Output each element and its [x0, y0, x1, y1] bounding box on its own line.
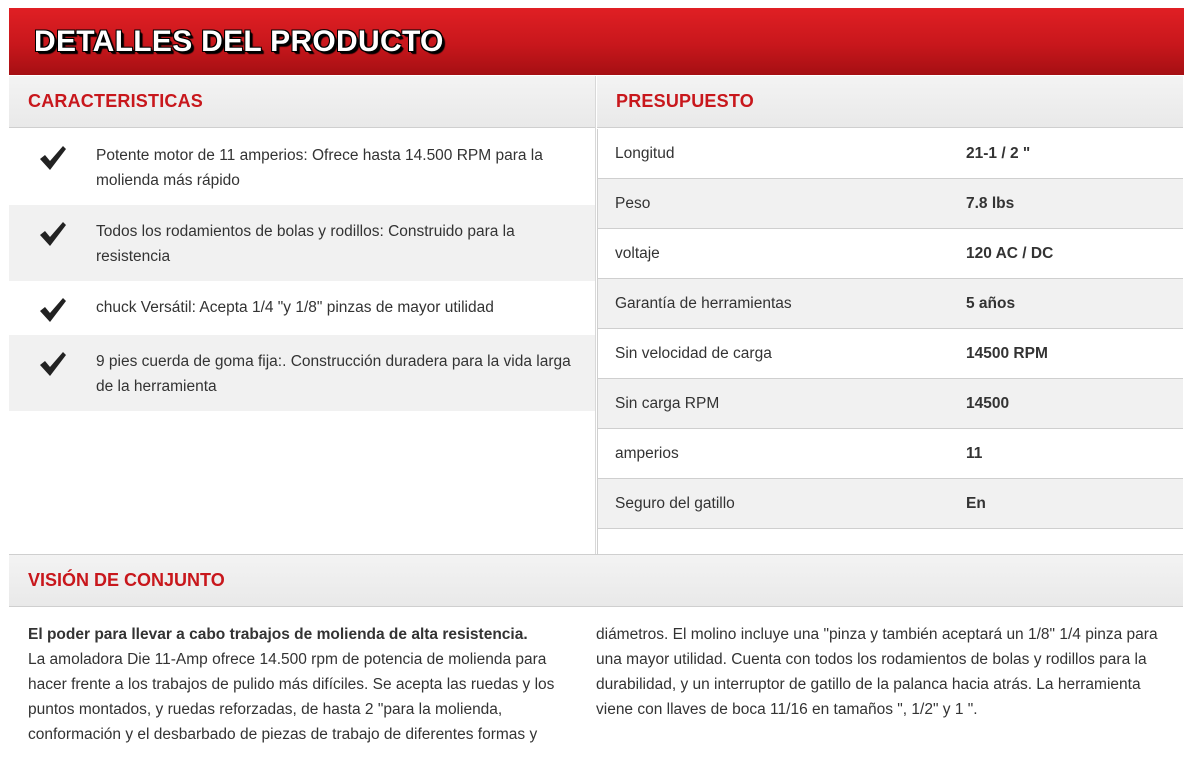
checkmark-icon: [9, 219, 96, 247]
feature-item: [9, 281, 595, 335]
overview-header: [9, 554, 1183, 607]
spec-label: Garantía de herramientas: [615, 294, 792, 312]
spec-label: Seguro del gatillo: [615, 494, 735, 512]
overview-title: VISIÓN DE CONJUNTO: [28, 570, 225, 590]
spec-value: 14500 RPM: [966, 344, 1048, 362]
spec-value: 14500: [966, 394, 1010, 412]
spec-label: Sin velocidad de carga: [615, 344, 772, 362]
spec-label: Peso: [615, 194, 651, 212]
checkmark-icon: [9, 295, 96, 323]
characteristics-list: [9, 129, 595, 411]
spec-row: [597, 379, 1183, 429]
spec-row: [597, 129, 1183, 179]
spec-value: 120 AC / DC: [966, 244, 1054, 262]
spec-row: [597, 229, 1183, 279]
budget-title: PRESUPUESTO: [616, 91, 754, 111]
spec-row: [597, 179, 1183, 229]
spec-label: amperios: [615, 444, 679, 462]
feature-text: chuck Versátil: Acepta 1/4 "y 1/8" pinzas de mayor utilidad: [96, 299, 494, 316]
budget-table: [597, 129, 1183, 529]
spec-value: 21-1 / 2 ": [966, 144, 1031, 162]
feature-text: Potente motor de 11 amperios: Ofrece hasta 14.500 RPM para la molienda más rápido: [96, 147, 543, 189]
overview-body-left: La amoladora Die 11-Amp ofrece 14.500 rpm de potencia de molienda para hacer frente a los trabajos de pulido más difíciles. Se acepta las ruedas y los puntos montados, y ruedas reforzadas, de hasta 2 "para la molienda, conformación y el desbarbado de piezas de trabajo de diferentes formas y: [28, 651, 555, 743]
feature-text: Todos los rodamientos de bolas y rodillos: Construido para la resistencia: [96, 223, 515, 265]
spec-row: [597, 429, 1183, 479]
spec-value: 11: [966, 444, 983, 462]
feature-item: [9, 129, 595, 205]
checkmark-icon: [9, 143, 96, 171]
feature-item: [9, 205, 595, 281]
spec-value: 5 años: [966, 294, 1016, 312]
spec-row: [597, 329, 1183, 379]
spec-label: Sin carga RPM: [615, 394, 720, 412]
overview-lead: El poder para llevar a cabo trabajos de molienda de alta resistencia.: [28, 626, 528, 643]
checkmark-icon: [9, 349, 96, 377]
overview-left-column: [28, 622, 568, 747]
banner-title: DETALLES DEL PRODUCTO: [34, 24, 444, 58]
product-details-banner: [9, 8, 1184, 75]
overview-right-column: [596, 622, 1176, 722]
spec-row: [597, 279, 1183, 329]
spec-row: [597, 479, 1183, 529]
spec-label: Longitud: [615, 144, 675, 162]
spec-value: En: [966, 494, 986, 512]
feature-item: [9, 335, 595, 411]
characteristics-title: CARACTERISTICAS: [28, 91, 204, 111]
feature-text: 9 pies cuerda de goma fija:. Construcción duradera para la vida larga de la herramienta: [96, 353, 571, 395]
column-divider: [595, 76, 596, 554]
spec-value: 7.8 lbs: [966, 194, 1015, 212]
budget-header: [597, 76, 1183, 128]
overview-body-right: diámetros. El molino incluye una "pinza y también aceptará un 1/8" 1/4 pinza para una mayor utilidad. Cuenta con todos los rodamientos de bolas y rodillos para la durabilidad, y un interruptor de gatillo de la palanca hacia atrás. La herramienta viene con llaves de boca 11/16 en tamaños ", 1/2" y 1 ".: [596, 626, 1158, 718]
characteristics-header: [9, 76, 595, 128]
spec-label: voltaje: [615, 244, 660, 262]
table-border-tail: [597, 529, 598, 554]
